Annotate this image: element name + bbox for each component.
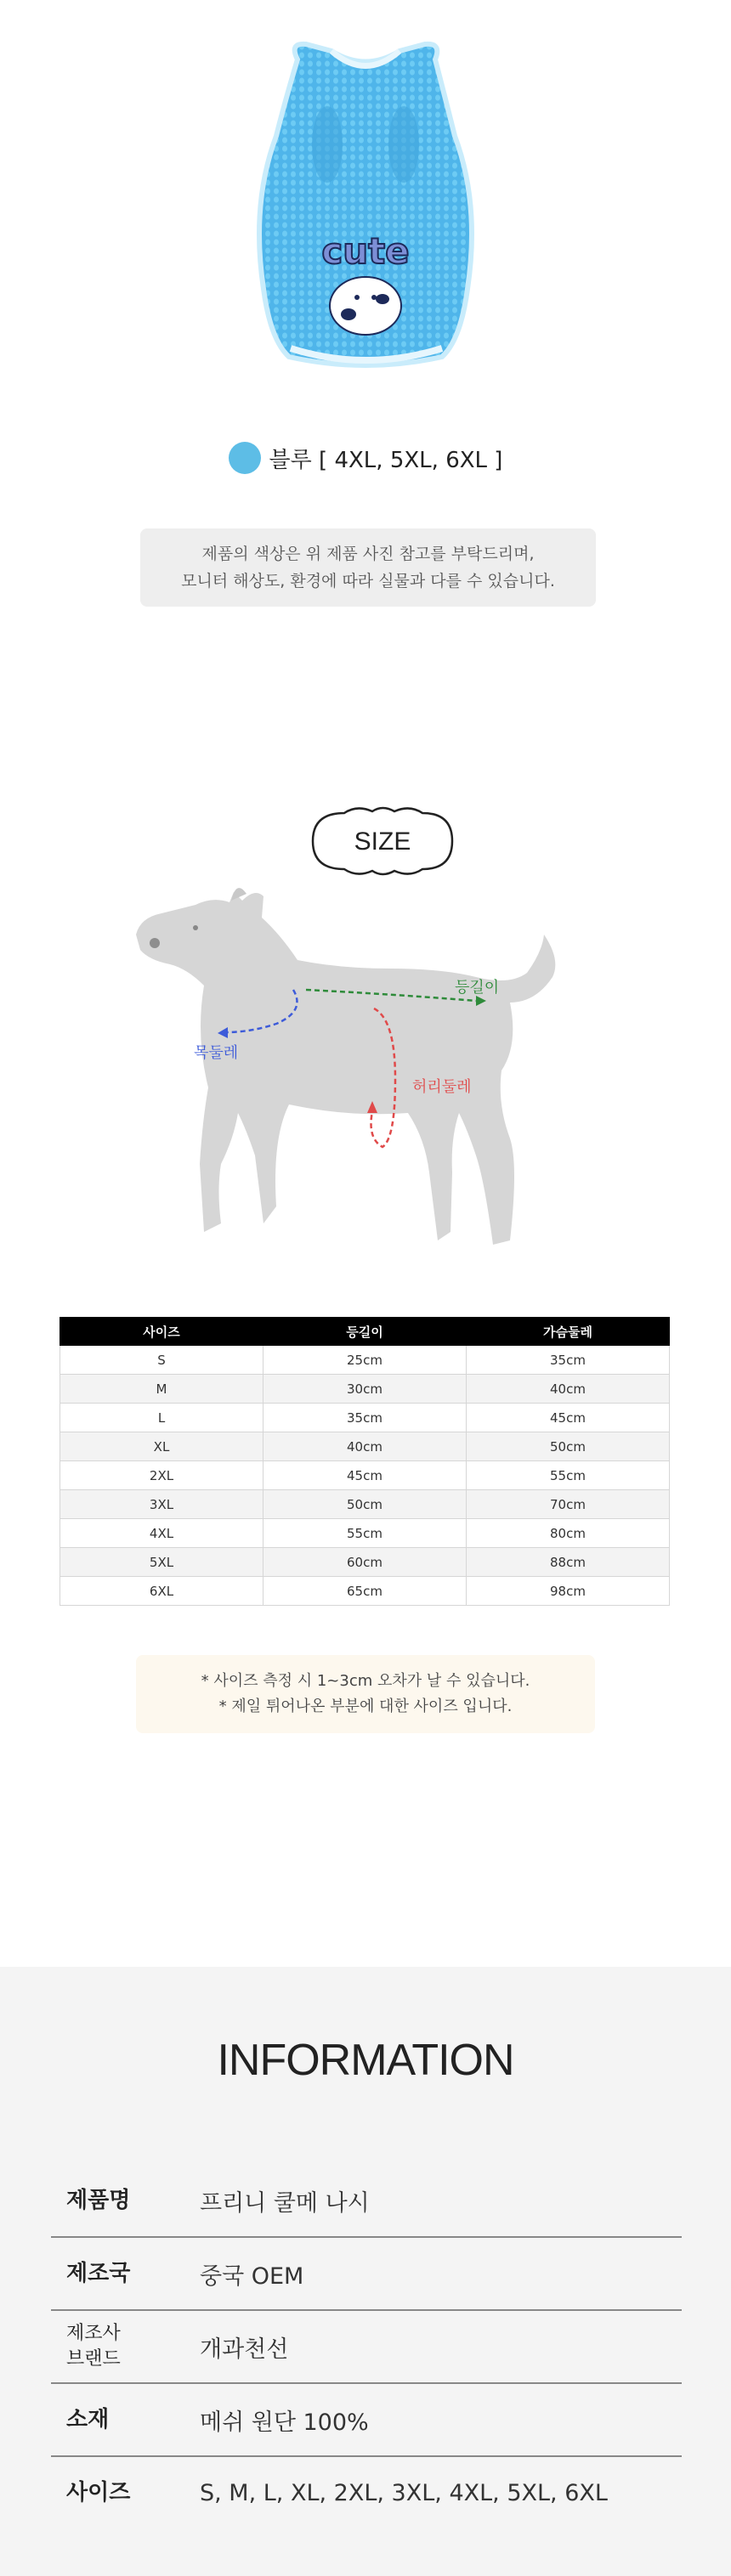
table-row [60,1548,670,1577]
table-cell: 65cm [264,1577,467,1606]
table-row [60,1432,670,1461]
shirt-print-text: cute [321,230,410,272]
info-row-country [51,2238,682,2311]
size-table-header: 가슴둘레 [467,1318,670,1346]
info-label-line1: 제조사 [66,2323,121,2344]
table-cell: 2XL [60,1461,264,1490]
table-row [60,1519,670,1548]
table-row [60,1346,670,1375]
info-value: 프리니 쿨메 나시 [200,2189,370,2217]
info-label: 소재 [66,2407,110,2432]
table-cell: 35cm [264,1404,467,1432]
info-label [51,2321,200,2372]
table-row [60,1577,670,1606]
table-cell: 45cm [264,1461,467,1490]
info-row-sizes [51,2457,682,2528]
table-cell: XL [60,1432,264,1461]
table-cell: 35cm [467,1346,670,1375]
table-cell: 4XL [60,1519,264,1548]
table-cell: 6XL [60,1577,264,1606]
info-row-manufacturer [51,2311,682,2384]
size-table-header: 등길이 [264,1318,467,1346]
size-section-title [306,803,459,879]
color-notice-box [140,528,596,607]
back-length-label: 등길이 [455,979,500,997]
table-cell: 25cm [264,1346,467,1375]
size-note-box [136,1655,595,1733]
table-cell: L [60,1404,264,1432]
info-value: S, M, L, XL, 2XL, 3XL, 4XL, 5XL, 6XL [200,2479,608,2506]
table-cell: 88cm [467,1548,670,1577]
color-name: 블루 [ 4XL, 5XL, 6XL ] [269,447,503,473]
table-cell: 45cm [467,1404,670,1432]
table-cell: 60cm [264,1548,467,1577]
info-label: 제조국 [66,2261,131,2286]
info-value: 중국 OEM [200,2262,304,2290]
table-cell: 3XL [60,1490,264,1519]
dog-measurement-diagram [136,884,595,1291]
info-label-line2: 브랜드 [66,2348,121,2370]
waist-label: 허리둘레 [412,1078,472,1096]
table-cell: 50cm [264,1490,467,1519]
table-cell: S [60,1346,264,1375]
table-cell: 40cm [467,1375,670,1404]
info-value: 개과천선 [200,2336,289,2363]
info-value: 메쉬 원단 100% [200,2409,369,2436]
size-table [60,1317,670,1606]
table-cell: 98cm [467,1577,670,1606]
table-cell: 55cm [264,1519,467,1548]
information-table [51,2165,682,2528]
product-shirt-image [238,34,493,391]
neck-label: 목둘레 [194,1044,239,1062]
table-cell: 80cm [467,1519,670,1548]
dog-silhouette [136,888,555,1245]
table-cell: 70cm [467,1490,670,1519]
table-row [60,1490,670,1519]
info-row-material [51,2384,682,2457]
info-label: 제품명 [66,2188,131,2213]
size-title-text: SIZE [354,828,411,856]
table-cell: 50cm [467,1432,670,1461]
size-table-header-row [60,1318,670,1346]
table-cell: 30cm [264,1375,467,1404]
color-notice-line1: 제품의 색상은 위 제품 사진 참고를 부탁드리며, [201,545,535,563]
table-cell: 5XL [60,1548,264,1577]
size-table-header: 사이즈 [60,1318,264,1346]
size-note-line2: * 제일 튀어나온 부분에 대한 사이즈 입니다. [218,1698,513,1715]
table-row [60,1404,670,1432]
table-row [60,1375,670,1404]
info-label: 사이즈 [66,2480,131,2505]
info-row-product-name [51,2165,682,2238]
table-cell: 40cm [264,1432,467,1461]
color-swatch [229,442,261,474]
color-notice-line2: 모니터 해상도, 환경에 따라 실물과 다를 수 있습니다. [181,572,555,590]
table-cell: 55cm [467,1461,670,1490]
table-cell: M [60,1375,264,1404]
information-title: INFORMATION [217,2036,514,2085]
size-note-line1: * 사이즈 측정 시 1~3cm 오차가 날 수 있습니다. [201,1672,530,1690]
color-option [0,442,731,474]
table-row [60,1461,670,1490]
